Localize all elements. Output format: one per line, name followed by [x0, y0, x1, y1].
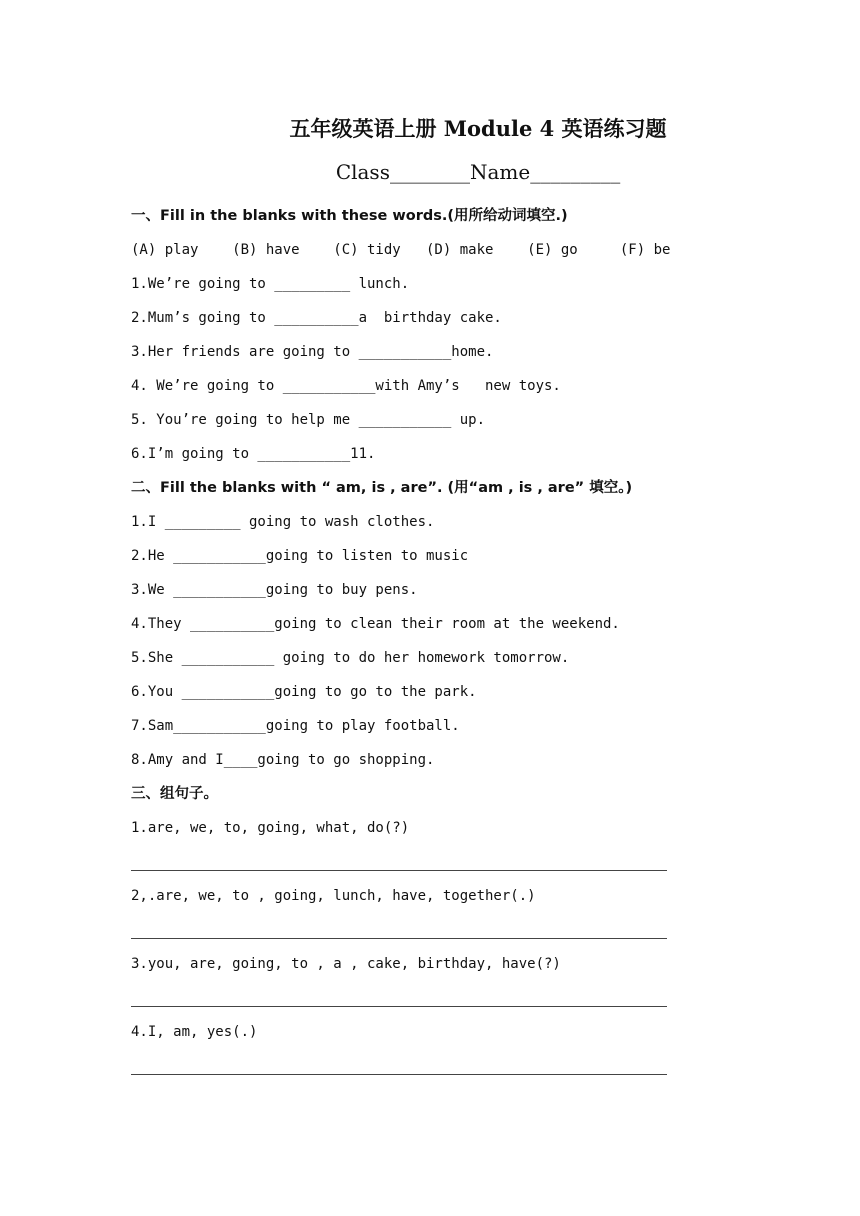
section-1-question: 2.Mum’s going to __________a birthday cake.	[131, 310, 502, 326]
section-2-question: 2.He ___________going to listen to music	[131, 548, 469, 564]
page-title: 五年级英语上册 Module 4 英语练习题	[289, 116, 667, 141]
section-2-question: 3.We ___________going to buy pens.	[131, 582, 418, 598]
word-options: (A) play (B) have (C) tidy (D) make (E) go (F) be	[131, 242, 671, 258]
section-2-question: 1.I _________ going to wash clothes.	[131, 514, 435, 530]
worksheet-content	[131, 199, 737, 1083]
section-1-question: 4. We’re going to ___________with Amy’s new toys.	[131, 378, 561, 394]
class-name-line: Class________Name_________	[335, 160, 621, 184]
section-1-question: 3.Her friends are going to ___________home.	[131, 344, 494, 360]
section-2-heading: 二、Fill the blanks with “ am, is , are”. (用“am , is , are” 填空。)	[131, 480, 633, 496]
section-1-question: 1.We’re going to _________ lunch.	[131, 276, 410, 292]
answer-line	[131, 845, 737, 879]
section-3-question: 4.I, am, yes(.)	[131, 1024, 258, 1040]
section-3-question: 3.you, are, going, to , a , cake, birthday, have(?)	[131, 956, 561, 972]
section-2-question: 6.You ___________going to go to the park.	[131, 684, 477, 700]
section-3-question: 2,.are, we, to , going, lunch, have, together(.)	[131, 888, 536, 904]
section-1-heading: 一、Fill in the blanks with these words.(用所给动词填空.)	[131, 208, 568, 224]
section-1-question: 5. You’re going to help me ___________ up.	[131, 412, 486, 428]
section-1-question: 6.I’m going to ___________11.	[131, 446, 376, 462]
answer-line	[131, 981, 737, 1015]
answer-line	[131, 913, 737, 947]
section-3-heading: 三、组句子。	[131, 786, 218, 802]
answer-line	[131, 1049, 737, 1083]
section-2-question: 4.They __________going to clean their room at the weekend.	[131, 616, 620, 632]
section-3-question: 1.are, we, to, going, what, do(?)	[131, 820, 410, 836]
section-2-question: 5.She ___________ going to do her homework tomorrow.	[131, 650, 570, 666]
section-2-question: 8.Amy and I____going to go shopping.	[131, 752, 435, 768]
section-2-question: 7.Sam___________going to play football.	[131, 718, 460, 734]
